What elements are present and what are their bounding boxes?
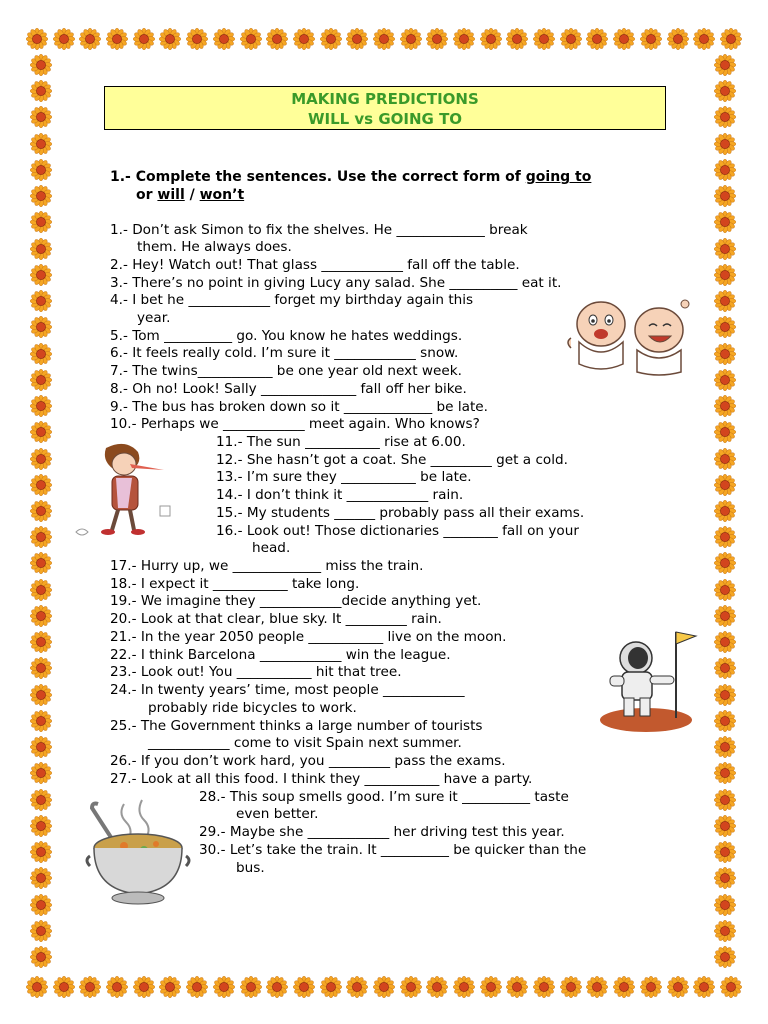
sun-flower-icon	[560, 976, 582, 998]
sun-flower-icon	[159, 28, 181, 50]
exercise-line: even better.	[236, 806, 319, 822]
sun-flower-icon	[30, 185, 52, 207]
sun-flower-icon	[714, 631, 736, 653]
sun-flower-icon	[293, 976, 315, 998]
sick-woman-illustration	[72, 438, 182, 542]
exercise-line: 29.- Maybe she ____________ her driving test this year.	[199, 824, 565, 840]
sun-flower-icon	[79, 28, 101, 50]
sun-flower-icon	[30, 684, 52, 706]
sun-flower-icon	[613, 28, 635, 50]
exercise-line: 28.- This soup smells good. I’m sure it __________ taste	[199, 789, 569, 805]
title-line-1: MAKING PREDICTIONS	[291, 90, 479, 108]
exercise-line: year.	[137, 310, 171, 326]
instructions-prefix: 1.- Complete the sentences. Use the correct form of	[110, 169, 521, 185]
sun-flower-icon	[30, 579, 52, 601]
sun-flower-icon	[480, 28, 502, 50]
sun-flower-icon	[693, 28, 715, 50]
exercise-line: head.	[252, 540, 291, 556]
sun-flower-icon	[667, 976, 689, 998]
sun-flower-icon	[266, 28, 288, 50]
exercise-line: 7.- The twins___________ be one year old next week.	[110, 363, 462, 379]
astronaut-flag-illustration	[596, 622, 706, 734]
sun-flower-icon	[30, 920, 52, 942]
sun-flower-icon	[714, 369, 736, 391]
title-line-2: WILL vs GOING TO	[307, 110, 463, 128]
sun-flower-icon	[346, 976, 368, 998]
sun-flower-icon	[30, 736, 52, 758]
sun-flower-icon	[533, 28, 555, 50]
sun-flower-icon	[30, 369, 52, 391]
sun-flower-icon	[186, 976, 208, 998]
sun-flower-icon	[30, 106, 52, 128]
exercise-line: 18.- I expect it ___________ take long.	[110, 576, 360, 592]
exercise-line: 20.- Look at that clear, blue sky. It _________ rain.	[110, 611, 442, 627]
exercise-line: 3.- There’s no point in giving Lucy any salad. She __________ eat it.	[110, 275, 562, 291]
sun-flower-icon	[53, 28, 75, 50]
exercise-line: 2.- Hey! Watch out! That glass ____________ fall off the table.	[110, 257, 520, 273]
sun-flower-icon	[30, 500, 52, 522]
sun-flower-icon	[400, 976, 422, 998]
sun-flower-icon	[714, 605, 736, 627]
sun-flower-icon	[30, 448, 52, 470]
sun-flower-icon	[159, 976, 181, 998]
babies-illustration	[565, 292, 695, 378]
sun-flower-icon	[714, 474, 736, 496]
sun-flower-icon	[533, 976, 555, 998]
exercise-line: bus.	[236, 860, 265, 876]
exercise-line: ____________ come to visit Spain next summer.	[148, 735, 462, 751]
sun-flower-icon	[714, 316, 736, 338]
sun-flower-icon	[714, 841, 736, 863]
sun-flower-icon	[667, 28, 689, 50]
sun-flower-icon	[30, 841, 52, 863]
sun-flower-icon	[714, 185, 736, 207]
sun-flower-icon	[30, 343, 52, 365]
sun-flower-icon	[714, 894, 736, 916]
sun-flower-icon	[714, 762, 736, 784]
sun-flower-icon	[30, 894, 52, 916]
sun-flower-icon	[30, 710, 52, 732]
sun-flower-icon	[30, 789, 52, 811]
exercise-line: 5.- Tom __________ go. You know he hates weddings.	[110, 328, 463, 344]
exercise-line: 12.- She hasn’t got a coat. She _________ get a cold.	[216, 452, 568, 468]
sun-flower-icon	[714, 657, 736, 679]
sun-flower-icon	[714, 421, 736, 443]
sun-flower-icon	[30, 211, 52, 233]
sun-flower-icon	[30, 526, 52, 548]
sun-flower-icon	[714, 395, 736, 417]
sun-flower-icon	[400, 28, 422, 50]
sun-flower-icon	[426, 28, 448, 50]
title-box	[104, 86, 666, 130]
sun-flower-icon	[79, 976, 101, 998]
sun-flower-icon	[240, 28, 262, 50]
sun-flower-icon	[714, 54, 736, 76]
exercise-line: 27.- Look at all this food. I think they ___________ have a party.	[110, 771, 533, 787]
sun-flower-icon	[453, 28, 475, 50]
sun-flower-icon	[133, 28, 155, 50]
sun-flower-icon	[213, 28, 235, 50]
sun-flower-icon	[30, 762, 52, 784]
sun-flower-icon	[640, 976, 662, 998]
sun-flower-icon	[30, 815, 52, 837]
sun-flower-icon	[30, 238, 52, 260]
sun-flower-icon	[714, 264, 736, 286]
sun-flower-icon	[26, 976, 48, 998]
sun-flower-icon	[30, 946, 52, 968]
sun-flower-icon	[506, 28, 528, 50]
sun-flower-icon	[30, 474, 52, 496]
sun-flower-icon	[30, 552, 52, 574]
sun-flower-icon	[266, 976, 288, 998]
exercise-line: them. He always does.	[137, 239, 292, 255]
exercise-line: 16.- Look out! Those dictionaries ________ fall on your	[216, 523, 579, 539]
sun-flower-icon	[106, 976, 128, 998]
sun-flower-icon	[26, 28, 48, 50]
exercise-line: 25.- The Government thinks a large number of tourists	[110, 718, 483, 734]
sun-flower-icon	[640, 28, 662, 50]
sun-flower-icon	[714, 290, 736, 312]
instructions-or: or	[136, 187, 153, 203]
instructions-slash: /	[189, 187, 195, 203]
exercise-line: 6.- It feels really cold. I’m sure it ____________ snow.	[110, 345, 459, 361]
sun-flower-icon	[714, 867, 736, 889]
sun-flower-icon	[30, 80, 52, 102]
sun-flower-icon	[346, 28, 368, 50]
sun-flower-icon	[714, 80, 736, 102]
sun-flower-icon	[714, 106, 736, 128]
sun-flower-icon	[30, 264, 52, 286]
exercise-line: 4.- I bet he ____________ forget my birthday again this	[110, 292, 474, 308]
sun-flower-icon	[714, 526, 736, 548]
sun-flower-icon	[186, 28, 208, 50]
sun-flower-icon	[714, 946, 736, 968]
exercise-line: 10.- Perhaps we ____________ meet again. Who knows?	[110, 416, 480, 432]
sun-flower-icon	[53, 976, 75, 998]
exercise-line: 11.- The sun ___________ rise at 6.00.	[216, 434, 466, 450]
sun-flower-icon	[714, 710, 736, 732]
sun-flower-icon	[320, 976, 342, 998]
sun-flower-icon	[373, 28, 395, 50]
exercise-line: 8.- Oh no! Look! Sally ______________ fall off her bike.	[110, 381, 467, 397]
soup-pot-illustration	[84, 794, 192, 910]
sun-flower-icon	[426, 976, 448, 998]
exercise-line: probably ride bicycles to work.	[148, 700, 357, 716]
exercise-line: 13.- I’m sure they ___________ be late.	[216, 469, 472, 485]
sun-flower-icon	[30, 133, 52, 155]
sun-flower-icon	[30, 54, 52, 76]
sun-flower-icon	[714, 500, 736, 522]
exercise-line: 26.- If you don’t work hard, you _________ pass the exams.	[110, 753, 506, 769]
sun-flower-icon	[714, 343, 736, 365]
sun-flower-icon	[30, 159, 52, 181]
sun-flower-icon	[714, 815, 736, 837]
sun-flower-icon	[714, 159, 736, 181]
instructions-going-to: going to	[525, 169, 592, 185]
sun-flower-icon	[30, 421, 52, 443]
sun-flower-icon	[30, 631, 52, 653]
sun-flower-icon	[106, 28, 128, 50]
sun-flower-icon	[714, 920, 736, 942]
sun-flower-icon	[293, 28, 315, 50]
instructions	[110, 168, 670, 204]
sun-flower-icon	[714, 579, 736, 601]
sun-flower-icon	[373, 976, 395, 998]
sun-flower-icon	[714, 552, 736, 574]
exercise-line: 19.- We imagine they ____________decide anything yet.	[110, 593, 482, 609]
exercise-line: 1.- Don’t ask Simon to fix the shelves. He _____________ break	[110, 222, 528, 238]
sun-flower-icon	[720, 976, 742, 998]
sun-flower-icon	[30, 605, 52, 627]
instructions-will: will	[157, 187, 185, 203]
sun-flower-icon	[714, 133, 736, 155]
sun-flower-icon	[506, 976, 528, 998]
sun-flower-icon	[714, 448, 736, 470]
sun-flower-icon	[240, 976, 262, 998]
sun-flower-icon	[720, 28, 742, 50]
sun-flower-icon	[30, 290, 52, 312]
sun-flower-icon	[213, 976, 235, 998]
border-left	[30, 54, 56, 968]
exercise-line: 9.- The bus has broken down so it _____________ be late.	[110, 399, 488, 415]
exercise-line: 17.- Hurry up, we _____________ miss the train.	[110, 558, 424, 574]
sun-flower-icon	[613, 976, 635, 998]
sun-flower-icon	[320, 28, 342, 50]
instructions-wont: won’t	[199, 187, 245, 203]
border-bottom	[26, 976, 742, 1002]
exercise-line: 21.- In the year 2050 people ___________ live on the moon.	[110, 629, 507, 645]
exercise-line: 14.- I don’t think it ____________ rain.	[216, 487, 464, 503]
sun-flower-icon	[453, 976, 475, 998]
sun-flower-icon	[714, 211, 736, 233]
sun-flower-icon	[586, 28, 608, 50]
sun-flower-icon	[30, 395, 52, 417]
exercise-line: 15.- My students ______ probably pass all their exams.	[216, 505, 585, 521]
exercise-line: 22.- I think Barcelona ____________ win the league.	[110, 647, 451, 663]
sun-flower-icon	[30, 657, 52, 679]
sun-flower-icon	[133, 976, 155, 998]
sun-flower-icon	[714, 736, 736, 758]
sun-flower-icon	[560, 28, 582, 50]
sun-flower-icon	[480, 976, 502, 998]
sun-flower-icon	[714, 684, 736, 706]
sun-flower-icon	[693, 976, 715, 998]
exercise-line: 24.- In twenty years’ time, most people ____________	[110, 682, 465, 698]
border-right	[714, 54, 740, 968]
sun-flower-icon	[586, 976, 608, 998]
sun-flower-icon	[714, 238, 736, 260]
exercise-line: 30.- Let’s take the train. It __________ be quicker than the	[199, 842, 587, 858]
sun-flower-icon	[30, 316, 52, 338]
sun-flower-icon	[714, 789, 736, 811]
exercise-line: 23.- Look out! You ___________ hit that tree.	[110, 664, 402, 680]
sun-flower-icon	[30, 867, 52, 889]
border-top	[26, 28, 742, 54]
